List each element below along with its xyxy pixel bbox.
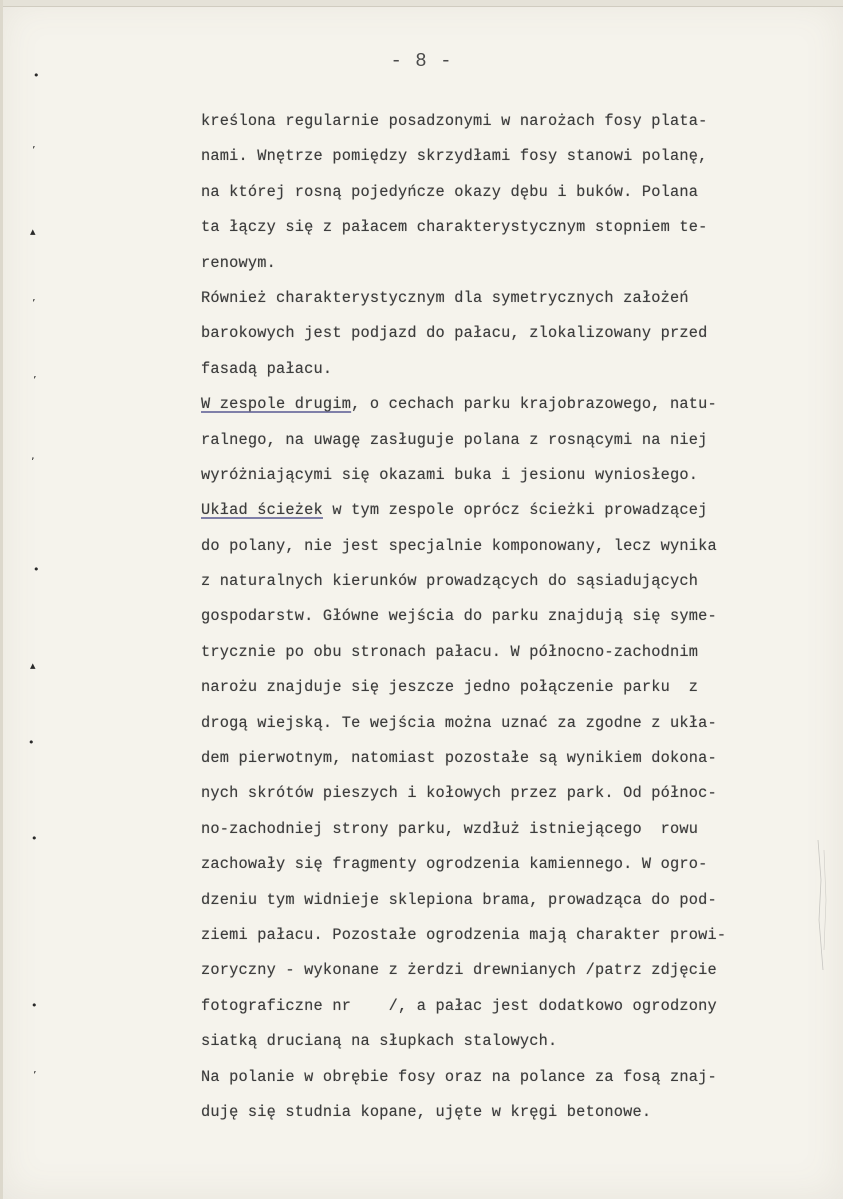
margin-mark: ▴ [30, 225, 36, 238]
text-line [201, 387, 801, 422]
text-line: wyróżniającymi się okazami buka i jesionu wyniosłego. [201, 465, 699, 484]
margin-mark: ’ [33, 1069, 37, 1082]
margin-mark: • [31, 832, 38, 845]
text-line: nych skrótów pieszych i kołowych przez park. Od północ- [201, 784, 717, 803]
text-line: duję się studnia kopane, ujęte w kręgi betonowe. [201, 1102, 652, 1121]
margin-mark: • [31, 999, 38, 1012]
underlined-heading: Układ ścieżek [201, 501, 323, 520]
text-line: zoryczny - wykonane z żerdzi drewnianych /patrz zdjęcie [201, 961, 717, 980]
text-line: no-zachodniej strony parku, wzdłuż istniejącego rowu [201, 819, 699, 838]
margin-mark: ’ [32, 297, 36, 310]
text-line-segment: , o cechach parku krajobrazowego, natu- [351, 395, 717, 414]
paper-scratch-marks [815, 840, 829, 970]
text-line: fotograficzne nr /, a pałac jest dodatkowo ogrodzony [201, 996, 717, 1015]
margin-mark: • [33, 563, 40, 576]
text-line: ta łączy się z pałacem charakterystycznym stopniem te- [201, 218, 708, 237]
document-body [201, 104, 801, 1130]
text-line: zachowały się fragmenty ogrodzenia kamiennego. W ogro- [201, 855, 708, 874]
text-line-segment: w tym zespole oprócz ścieżki prowadzącej [322, 501, 708, 520]
text-line: renowym. [201, 253, 277, 272]
text-line: narożu znajduje się jeszcze jedno połączenie parku z [201, 678, 699, 697]
text-line: gospodarstw. Główne wejścia do parku znajdują się syme- [201, 607, 717, 626]
text-line: trycznie po obu stronach pałacu. W północno-zachodnim [201, 642, 699, 661]
margin-mark: • [33, 69, 40, 82]
text-line: drogą wiejską. Te wejścia można uznać za zgodne z ukła- [201, 713, 717, 732]
text-line: siatką drucianą na słupkach stalowych. [201, 1032, 558, 1051]
text-line: na której rosną pojedyńcze okazy dębu i buków. Polana [201, 182, 699, 201]
text-line: dem pierwotnym, natomiast pozostałe są wynikiem dokona- [201, 749, 717, 768]
text-line: Na polanie w obrębie fosy oraz na polance za fosą znaj- [201, 1067, 717, 1086]
text-line: ziemi pałacu. Pozostałe ogrodzenia mają charakter prowi- [201, 925, 727, 944]
margin-mark: ’ [32, 144, 36, 157]
text-line: barokowych jest podjazd do pałacu, zlokalizowany przed [201, 324, 708, 343]
text-line: dzeniu tym widnieje sklepiona brama, prowadząca do pod- [201, 890, 717, 909]
text-line: z naturalnych kierunków prowadzących do sąsiadujących [201, 572, 699, 591]
paper-left-edge [0, 0, 3, 1199]
margin-mark: ▴ [30, 659, 36, 672]
text-line: kreślona regularnie posadzonymi w narożach fosy plata- [201, 112, 708, 130]
margin-mark: ’ [33, 374, 37, 387]
text-line: ralnego, na uwagę zasługuje polana z rosnącymi na niej [201, 430, 708, 449]
page-number: - 8 - [390, 50, 453, 72]
text-line: fasadą pałacu. [201, 359, 333, 378]
margin-mark: • [28, 736, 35, 749]
text-line [201, 493, 801, 528]
underlined-heading: W zespole drugim [201, 395, 352, 414]
text-line: Również charakterystycznym dla symetrycznych założeń [201, 288, 689, 307]
text-line: do polany, nie jest specjalnie komponowany, lecz wynika [201, 536, 717, 555]
paper-top-edge [0, 0, 843, 7]
text-line: nami. Wnętrze pomiędzy skrzydłami fosy stanowi polanę, [201, 147, 708, 166]
margin-mark: ‚ [31, 449, 35, 462]
